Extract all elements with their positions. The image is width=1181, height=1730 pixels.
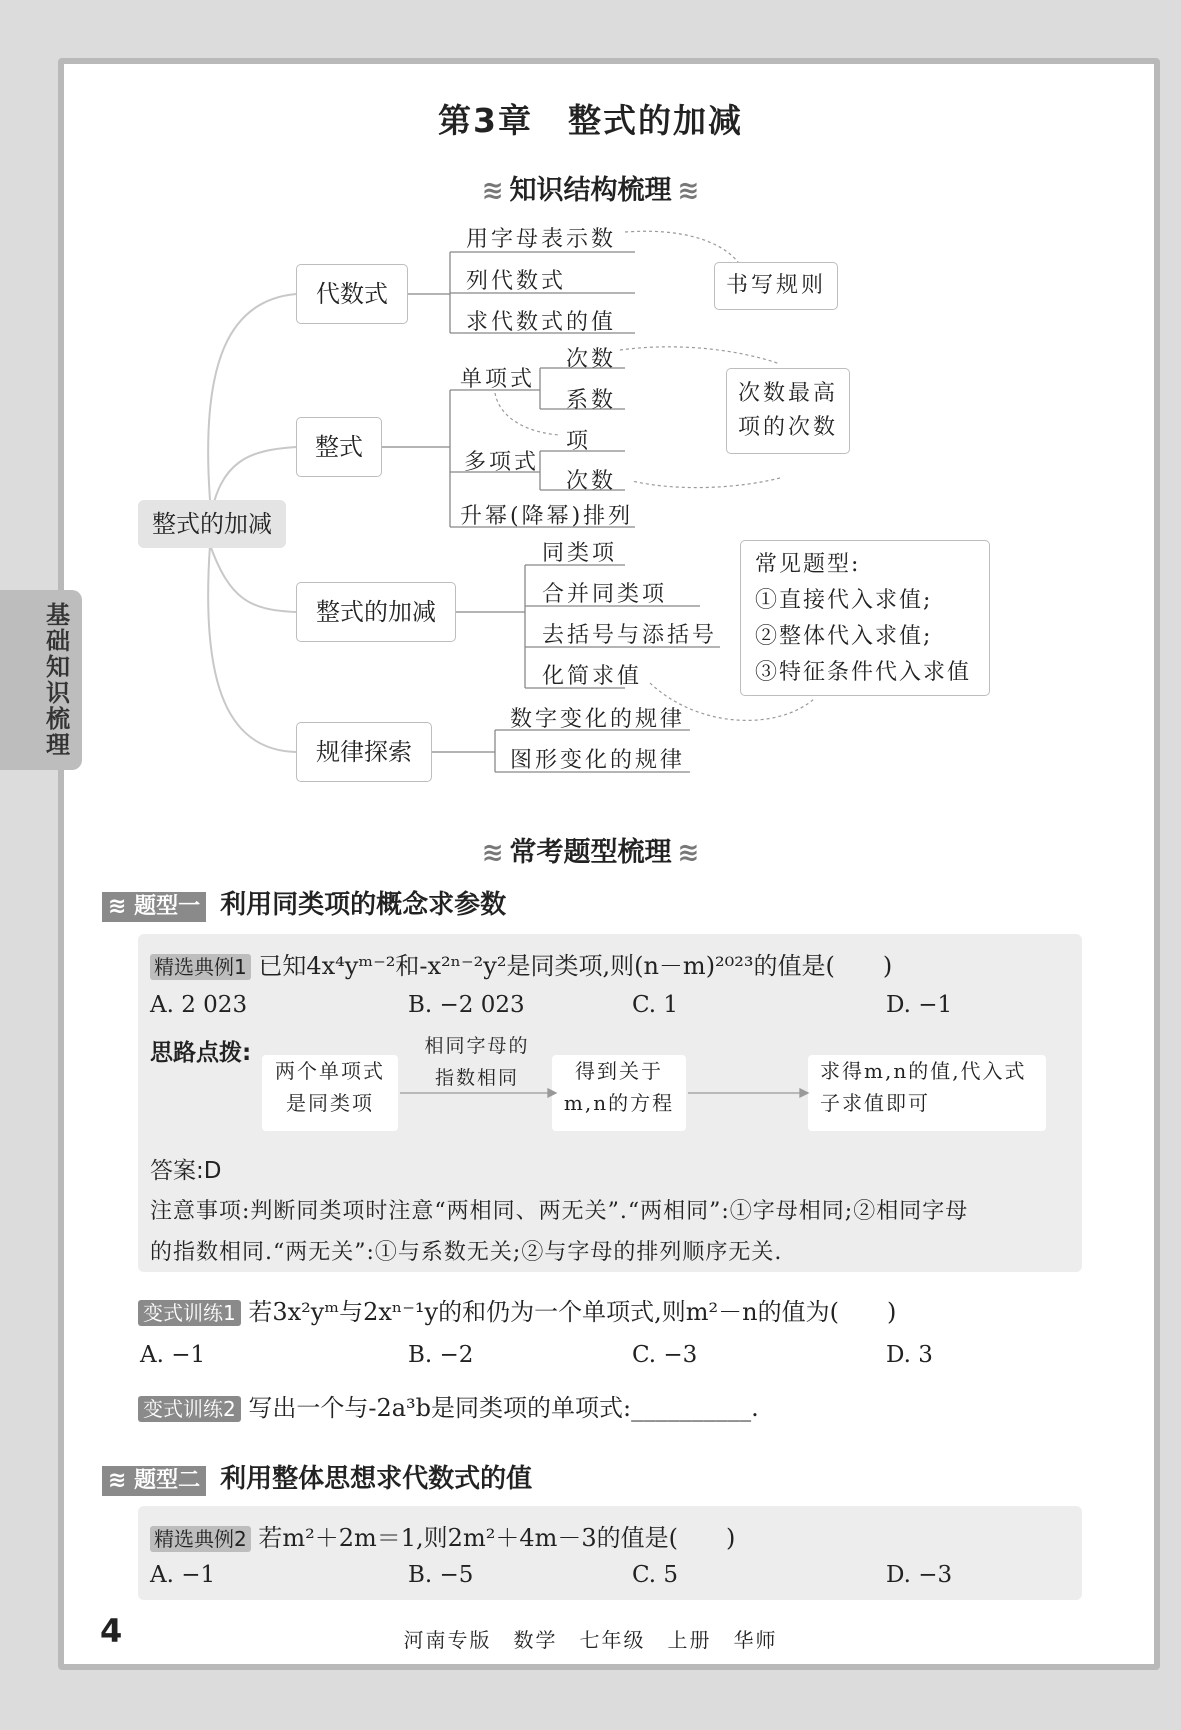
wave-icon: ≋ <box>108 1468 127 1493</box>
type2-heading: ≋ 题型二 利用整体思想求代数式的值 <box>102 1458 532 1496</box>
type1-tag: ≋ 题型一 <box>102 892 206 922</box>
wave-icon: ≋ <box>108 894 127 919</box>
mindmap-leaf: 同类项 <box>542 541 618 566</box>
mindmap-leaf: 次数 <box>566 469 617 494</box>
note-line-1: 注意事项:判断同类项时注意“两相同、两无关”.“两相同”:①字母相同;②相同字母 <box>150 1199 969 1224</box>
mindmap-note-degree: 次数最高 项的次数 <box>726 368 850 454</box>
mindmap-node-patterns: 规律探索 <box>296 722 432 782</box>
option: D. 3 <box>886 1342 933 1368</box>
flow-step-3: 求得m,n的值,代入式 子求值即可 <box>808 1055 1046 1131</box>
footer-text: 河南专版 数学 七年级 上册 华师 <box>403 1628 778 1652</box>
training1-question: 变式训练1 若3x²yᵐ与2xⁿ⁻¹y的和仍为一个单项式,则m²－n的值为( ) <box>138 1292 896 1327</box>
option: A. −1 <box>140 1342 206 1368</box>
example1-question: 精选典例1 已知4x⁴yᵐ⁻²和-x²ⁿ⁻²y²是同类项,则(n－m)²⁰²³的值是( ) <box>150 946 892 981</box>
flow-step-2: 得到关于 m,n的方程 <box>552 1055 686 1131</box>
option: C. −3 <box>632 1342 698 1368</box>
mindmap-leaf: 数字变化的规律 <box>510 707 686 732</box>
mindmap-note-common-types: 常见题型: ①直接代入求值; ②整体代入求值; ③特征条件代入求值 <box>740 540 990 696</box>
mindmap-leaf: 用字母表示数 <box>466 227 617 252</box>
flow-step-1: 两个单项式 是同类项 <box>262 1055 398 1131</box>
section-heading-1: ≋ 知识结构梳理 ≋ <box>481 175 700 206</box>
mindmap-leaf: 合并同类项 <box>542 582 668 607</box>
training2-question: 变式训练2 写出一个与-2a³b是同类项的单项式:__________. <box>138 1388 759 1423</box>
mindmap-node-expression: 代数式 <box>296 264 408 324</box>
side-tab: 基础知识梳理 <box>0 590 82 770</box>
example2-question: 精选典例2 若m²＋2m＝1,则2m²＋4m－3的值是( ) <box>150 1518 735 1553</box>
type2-tag: ≋ 题型二 <box>102 1466 206 1496</box>
mindmap-leaf: 求代数式的值 <box>466 310 617 335</box>
mindmap-root: 整式的加减 <box>138 500 286 548</box>
mindmap-leaf: 项 <box>566 429 592 454</box>
option: D. −3 <box>886 1562 953 1588</box>
hint-label: 思路点拨: <box>150 1040 252 1066</box>
mindmap-leaf: 化简求值 <box>542 664 643 689</box>
mindmap-leaf: 升幂(降幂)排列 <box>460 504 634 529</box>
mindmap-leaf: 次数 <box>566 347 617 372</box>
type1-heading: ≋ 题型一 利用同类项的概念求参数 <box>102 884 506 922</box>
chapter-title: 第3章 整式的加减 <box>438 101 743 140</box>
option: C. 5 <box>632 1562 679 1588</box>
wave-icon: ≋ <box>481 838 504 868</box>
option: B. −2 <box>408 1342 474 1368</box>
flow-arrows <box>398 1086 810 1100</box>
mindmap-leaf: 列代数式 <box>466 269 567 294</box>
mindmap-note-writing-rules: 书写规则 <box>714 262 838 310</box>
option: D. −1 <box>886 992 953 1018</box>
flow-arrow-label: 相同字母的 指数相同 <box>424 1035 530 1089</box>
mindmap-leaf: 图形变化的规律 <box>510 748 686 773</box>
answer: 答案:D <box>150 1158 222 1184</box>
mindmap-node-add-subtract: 整式的加减 <box>296 582 456 642</box>
page-number: 4 <box>100 1612 123 1650</box>
wave-icon: ≋ <box>677 176 700 206</box>
mindmap-leaf: 多项式 <box>464 450 540 475</box>
option: A. −1 <box>150 1562 216 1588</box>
mindmap-leaf: 单项式 <box>460 367 536 392</box>
section-heading-2: ≋ 常考题型梳理 ≋ <box>481 837 700 868</box>
wave-icon: ≋ <box>677 838 700 868</box>
mindmap-node-polynomial: 整式 <box>296 417 382 477</box>
option: B. −2 023 <box>408 992 525 1018</box>
option: C. 1 <box>632 992 679 1018</box>
note-line-2: 的指数相同.“两无关”:①与系数无关;②与字母的排列顺序无关. <box>150 1240 783 1265</box>
option: A. 2 023 <box>150 992 248 1018</box>
mindmap-leaf: 系数 <box>566 388 617 413</box>
mindmap-leaf: 去括号与添括号 <box>542 623 718 648</box>
wave-icon: ≋ <box>481 176 504 206</box>
option: B. −5 <box>408 1562 474 1588</box>
